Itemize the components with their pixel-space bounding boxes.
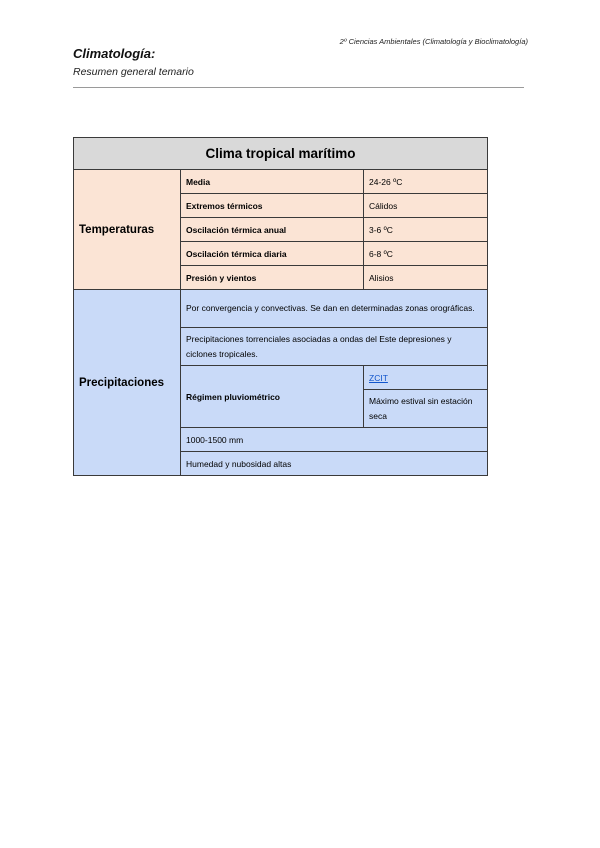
row-label-oscilacion-anual: Oscilación térmica anual	[181, 218, 364, 242]
zcit-link[interactable]: ZCIT	[369, 372, 388, 383]
table-title: Clima tropical marítimo	[74, 138, 488, 170]
document-subtitle: Resumen general temario	[73, 66, 194, 78]
table-row	[74, 170, 488, 194]
row-label-media: Media	[181, 170, 364, 194]
row-value-oscilacion-diaria: 6-8 ºC	[364, 242, 488, 266]
precipitaciones-label: Precipitaciones	[74, 290, 181, 476]
row-label-presion: Presión y vientos	[181, 266, 364, 290]
temperaturas-label: Temperaturas	[74, 170, 181, 290]
torrenciales-text: Precipitaciones torrenciales asociadas a ondas del Este depresiones y ciclones tropicales.	[181, 328, 488, 366]
row-label-oscilacion-diaria: Oscilación térmica diaria	[181, 242, 364, 266]
cantidad-text: 1000-1500 mm	[181, 428, 488, 452]
row-value-extremos: Cálidos	[364, 194, 488, 218]
course-header: 2º Ciencias Ambientales (Climatología y Bioclimatología)	[339, 37, 528, 46]
row-label-extremos: Extremos térmicos	[181, 194, 364, 218]
row-value-presion: Alisios	[364, 266, 488, 290]
table-row	[74, 290, 488, 328]
header-divider	[73, 87, 524, 88]
climate-table	[73, 137, 488, 476]
convergencia-text: Por convergencia y convectivas. Se dan en determinadas zonas orográficas.	[181, 290, 488, 328]
row-value-oscilacion-anual: 3-6 ºC	[364, 218, 488, 242]
regimen-label: Régimen pluviométrico	[181, 366, 364, 428]
humedad-text: Humedad y nubosidad altas	[181, 452, 488, 476]
row-value-media: 24-26 ºC	[364, 170, 488, 194]
document-title: Climatología:	[73, 46, 156, 61]
regimen-value: Máximo estival sin estación seca	[364, 390, 488, 428]
regimen-link-cell	[364, 366, 488, 390]
